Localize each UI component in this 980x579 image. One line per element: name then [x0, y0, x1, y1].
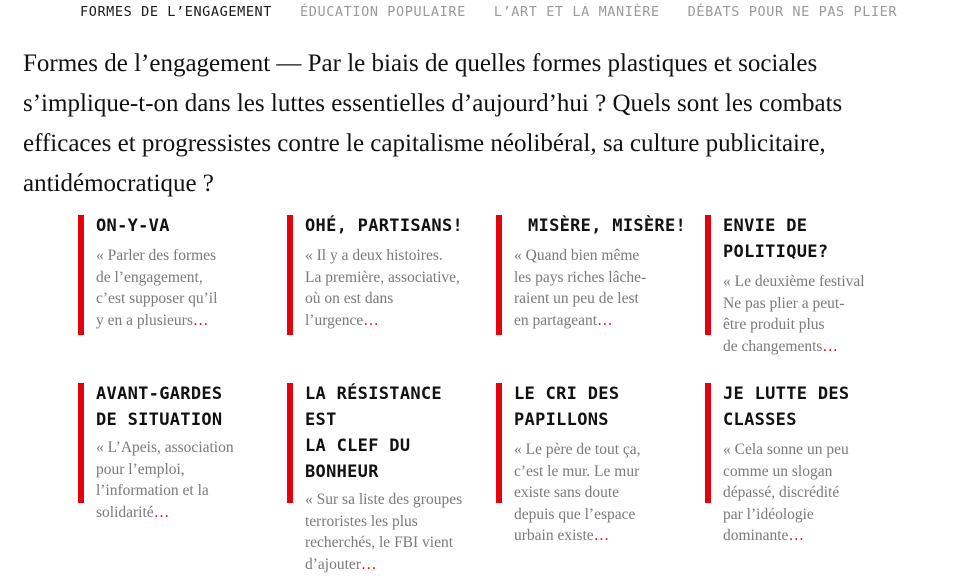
article-title[interactable]: ON-Y-VA	[96, 216, 170, 236]
article-excerpt: « L’Apeis, association pour l’emploi, l’information et la solidarité…	[96, 439, 234, 521]
article-title[interactable]: MISÈRE, MISÈRE!	[528, 216, 687, 236]
accent-bar	[287, 383, 293, 503]
read-more-ellipsis[interactable]: …	[593, 527, 610, 544]
accent-bar	[705, 215, 711, 335]
read-more-ellipsis[interactable]: …	[360, 555, 377, 573]
nav-item-debats-ne-pas-plier[interactable]: DÉBATS POUR NE PAS PLIER	[687, 4, 898, 20]
article-excerpt: « Parler des formes de l’engagement, c’est supposer qu’il y en a plusieurs…	[96, 247, 218, 329]
top-navigation	[80, 4, 897, 20]
nav-item-formes-engagement[interactable]: FORMES DE L’ENGAGEMENT	[80, 4, 273, 20]
article-excerpt: « Sur sa liste des groupes terroristes les plus recherchés, le FBI vient d’ajouter…	[305, 491, 463, 573]
article-card-on-y-va[interactable]	[78, 213, 272, 335]
article-title[interactable]: OHÉ, PARTISANS!	[305, 216, 464, 236]
article-title[interactable]: JE LUTTE DES CLASSES	[723, 384, 850, 430]
article-card-misere-misere[interactable]	[496, 213, 690, 335]
article-excerpt: « Le deuxième festival Ne pas plier a peut- être produit plus de changements…	[723, 273, 865, 355]
article-card-envie-de-politique[interactable]	[705, 213, 899, 355]
article-excerpt: « Cela sonne un peu comme un slogan dépassé, discrédité par l’idéologie dominante…	[723, 441, 849, 544]
article-title[interactable]: ENVIE DE POLITIQUE?	[723, 216, 829, 262]
accent-bar	[496, 383, 502, 503]
read-more-ellipsis[interactable]: …	[192, 311, 209, 329]
article-card-le-cri-des-papillons[interactable]	[496, 381, 690, 544]
article-excerpt: « Quand bien même les pays riches lâche- raient un peu de lest en partageant…	[514, 247, 647, 329]
article-title[interactable]: LA RÉSISTANCE EST LA CLEF DU BONHEUR	[305, 384, 442, 482]
nav-item-education-populaire[interactable]: ÉDUCATION POPULAIRE	[300, 4, 466, 20]
nav-item-art-et-maniere[interactable]: L’ART ET LA MANIÈRE	[493, 4, 660, 20]
accent-bar	[78, 215, 84, 335]
read-more-ellipsis[interactable]: …	[153, 503, 170, 521]
accent-bar	[78, 383, 84, 503]
article-card-la-resistance[interactable]	[287, 381, 481, 573]
article-title[interactable]: AVANT-GARDES DE SITUATION	[96, 384, 223, 430]
article-card-ohe-partisans[interactable]	[287, 213, 481, 335]
article-excerpt: « Le père de tout ça, c’est le mur. Le mur existe sans doute depuis que l’espace urbain existe…	[514, 441, 641, 544]
read-more-ellipsis[interactable]: …	[788, 527, 804, 544]
article-card-avant-gardes[interactable]	[78, 381, 272, 521]
accent-bar	[287, 215, 293, 335]
article-grid	[78, 213, 899, 573]
article-card-je-lutte-des-classes[interactable]	[705, 381, 899, 544]
read-more-ellipsis[interactable]: …	[597, 311, 613, 329]
read-more-ellipsis[interactable]: …	[822, 337, 838, 355]
article-excerpt: « Il y a deux histoires. La première, associative, où on est dans l’urgence…	[305, 247, 460, 329]
article-title[interactable]: LE CRI DES PAPILLONS	[514, 384, 620, 430]
read-more-ellipsis[interactable]: …	[363, 311, 379, 329]
intro-paragraph: Formes de l’engagement — Par le biais de quelles formes plastiques et sociales s’implique-t-on dans les luttes essentielles d’aujourd’hui ? Quels sont les combats efficaces et progressistes contre le capitalisme néolibéral, sa culture publicitaire, antidémocratique ?	[23, 50, 843, 197]
accent-bar	[496, 215, 502, 335]
accent-bar	[705, 383, 711, 503]
